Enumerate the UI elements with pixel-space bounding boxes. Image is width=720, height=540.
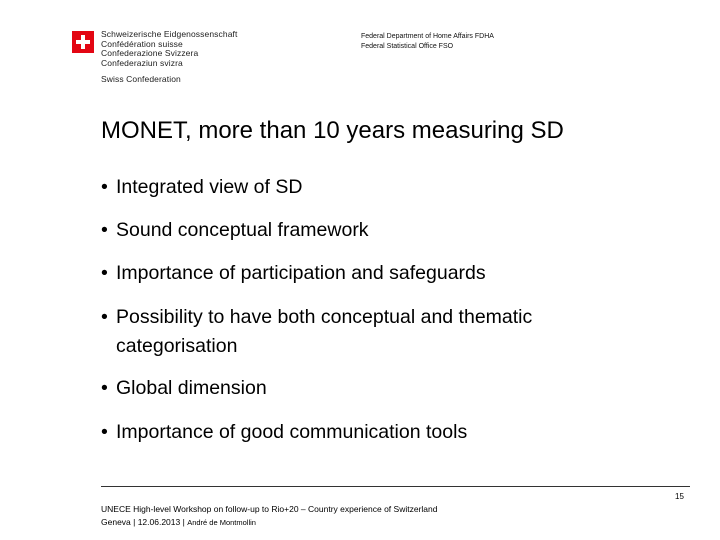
bullet-item: • Integrated view of SD bbox=[101, 173, 656, 202]
logo-line: Confederaziun svizra bbox=[101, 57, 183, 68]
footer-place-date-line bbox=[101, 516, 437, 529]
logo-line: Schweizerische Eidgenossenschaft bbox=[101, 29, 238, 39]
department-name: Federal Department of Home Affairs FDHA bbox=[361, 33, 494, 40]
swiss-flag-icon bbox=[72, 31, 94, 53]
footer bbox=[101, 503, 437, 529]
logo-line: Confederazione Svizzera bbox=[101, 48, 199, 59]
bullet-item: • Possibility to have both conceptual and thematic categorisation bbox=[101, 303, 656, 361]
footer-place-date: Geneva | 12.06.2013 | bbox=[101, 517, 188, 527]
logo-line: Confédération suisse bbox=[101, 38, 183, 49]
bullet-item: • Global dimension bbox=[101, 374, 656, 403]
office-name: Federal Statistical Office FSO bbox=[361, 43, 454, 50]
footer-author: André de Montmollin bbox=[187, 518, 256, 527]
logo-wordmark bbox=[101, 30, 237, 85]
bullet-item: • Importance of good communication tools bbox=[101, 418, 656, 447]
footer-divider bbox=[101, 486, 690, 487]
department-block bbox=[361, 32, 494, 52]
slide-title: MONET, more than 10 years measuring SD bbox=[101, 117, 564, 144]
bullet-item: • Sound conceptual framework bbox=[101, 216, 656, 245]
logo-confederation: Swiss Confederation bbox=[101, 74, 181, 85]
footer-event: UNECE High-level Workshop on follow-up to Rio+20 – Country experience of Switzerland bbox=[101, 504, 438, 514]
bullet-item: • Importance of participation and safeguards bbox=[101, 259, 656, 288]
page-number: 15 bbox=[675, 492, 684, 501]
